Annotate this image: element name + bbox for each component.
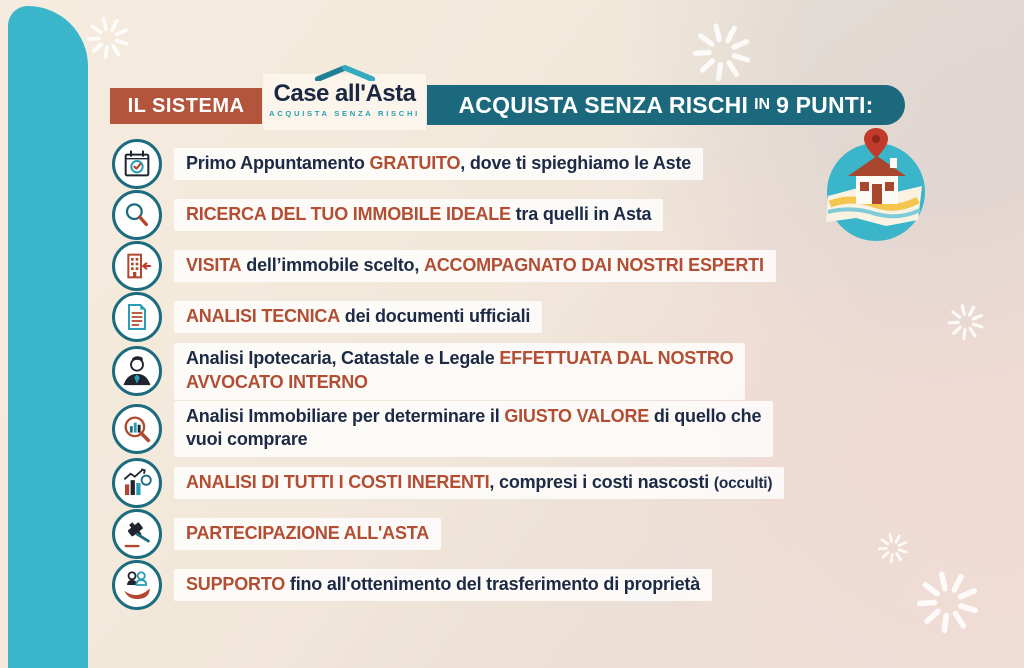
brand-logo [263,74,426,130]
il-sistema-text: IL SISTEMA [127,94,245,117]
item-text [174,518,441,551]
text-segment: ACCOMPAGNATO DAI NOSTRI ESPERTI [423,254,764,275]
list-item [112,139,972,189]
text-segment: Analisi Immobiliare per determinare il [186,405,505,426]
sparkle-icon [693,23,751,86]
costs-chart-icon [112,458,162,508]
document-icon [112,292,162,342]
building-visit-icon [112,241,162,291]
item-text [174,569,712,602]
text-segment: GRATUITO [369,152,461,173]
item-text [174,199,663,232]
text-segment: , dove ti spieghiamo le Aste [460,152,692,173]
item-text [174,301,542,334]
text-segment: di quello che [649,405,762,426]
text-segment: VISITA [186,254,242,275]
text-segment: dell’immobile scelto, [241,254,424,275]
gavel-icon [112,509,162,559]
item-text [174,148,703,181]
sparkle-icon [87,17,129,64]
lawyer-icon [112,346,162,396]
text-segment: AVVOCATO INTERNO [186,371,368,392]
search-icon [112,190,162,240]
text-segment: IN [754,96,771,113]
text-segment: (occulti) [713,474,773,492]
text-segment: Primo Appuntamento [186,152,370,173]
calendar-check-icon [112,139,162,189]
text-segment: vuoi comprare [186,429,308,450]
text-segment: ACQUISTA SENZA RISCHI [458,91,749,118]
text-segment: GIUSTO VALORE [504,405,650,426]
item-text [174,401,773,458]
list-item [112,560,972,610]
list-item [112,343,972,400]
points-list [112,139,972,611]
logo-title: Case all'Asta [273,80,416,107]
item-text [174,467,784,500]
value-search-icon [112,404,162,454]
text-segment: 9 PUNTI: [776,91,874,118]
text-segment: tra quelli in Asta [510,203,652,224]
logo-subtitle: ACQUISTA SENZA RISCHI [269,109,420,118]
text-segment: EFFETTUATA DAL NOSTRO [499,348,734,368]
list-item [112,190,972,240]
text-segment: Analisi Ipotecaria, Catastale e Legale [186,348,500,368]
il-sistema-label [110,88,262,124]
list-item [112,292,972,342]
roof-icon [312,65,378,81]
list-item [112,509,972,559]
text-segment: ANALISI TECNICA [186,305,340,326]
item-text [174,343,745,400]
support-icon [112,560,162,610]
left-accent-bar [8,6,88,668]
text-segment: SUPPORTO [186,573,286,594]
list-item [112,458,972,508]
text-segment: ANALISI DI TUTTI I COSTI INERENTI [186,471,490,492]
list-item [112,401,972,458]
text-segment: fino all'ottenimento del trasferimento di proprietà [285,573,701,594]
text-segment: dei documenti ufficiali [340,305,531,326]
text-segment: PARTECIPAZIONE ALL'ASTA [186,522,430,543]
list-item [112,241,972,291]
item-text [174,250,776,283]
text-segment: RICERCA DEL TUO IMMOBILE IDEALE [186,203,511,224]
text-segment: , compresi i costi nascosti [489,471,714,492]
